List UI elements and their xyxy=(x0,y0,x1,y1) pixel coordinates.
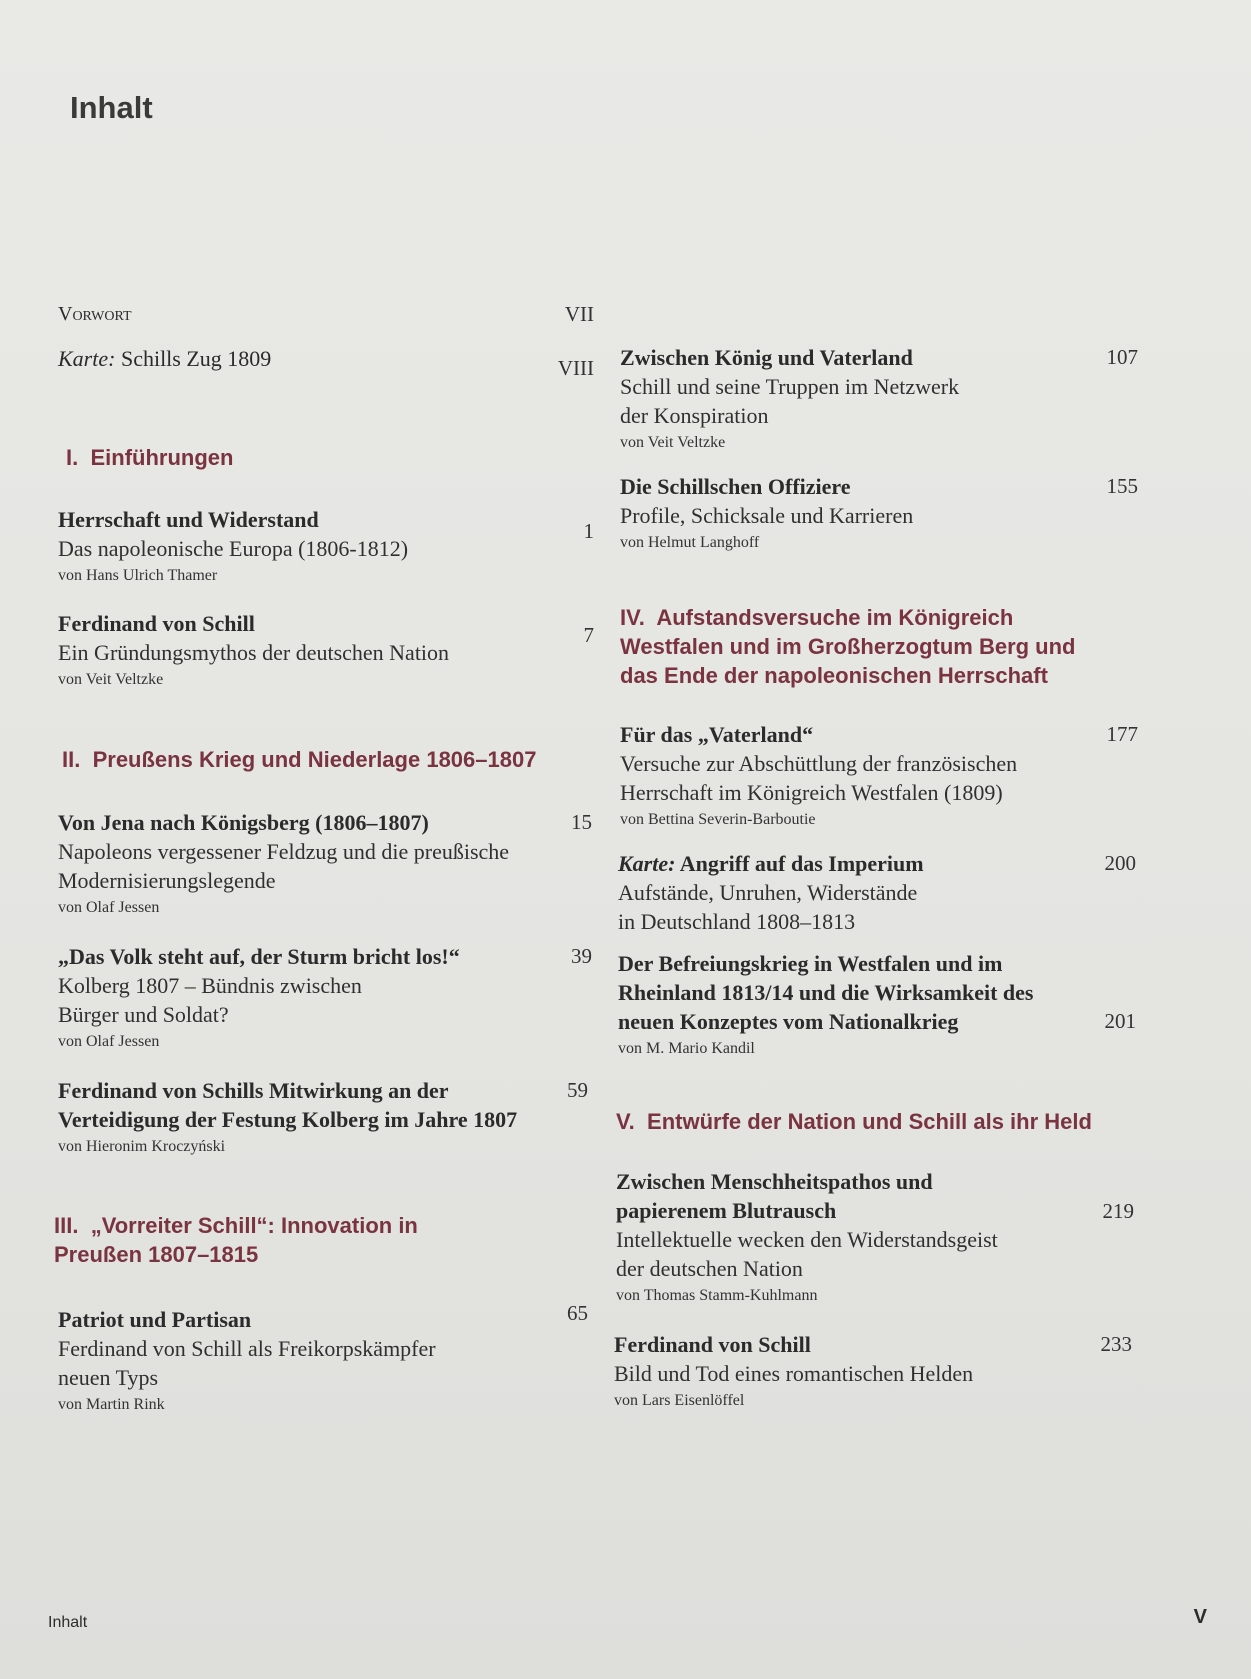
entry-title: Zwischen König und Vaterland xyxy=(620,345,913,370)
toc-entry xyxy=(620,720,1138,833)
section-heading-5 xyxy=(616,1107,1136,1136)
running-footer: Inhalt xyxy=(48,1614,88,1631)
entry-title xyxy=(58,344,540,373)
toc-entry xyxy=(58,609,594,693)
entry-title: Ferdinand von Schill xyxy=(614,1332,811,1357)
toc-entry xyxy=(58,505,594,589)
entry-subtitle: Kolberg 1807 – Bündnis zwischen Bürger und Soldat? xyxy=(58,973,362,1027)
section-number: I. xyxy=(66,445,79,470)
section-heading-4 xyxy=(620,603,1090,690)
entry-subtitle: Intellektuelle wecken den Widerstandsgeist der deutschen Nation xyxy=(616,1227,998,1281)
entry-page: 200 xyxy=(1104,851,1136,875)
toc-entry xyxy=(58,808,594,921)
entry-title: Die Schillschen Offiziere xyxy=(620,474,851,499)
toc-entry xyxy=(58,1076,594,1160)
toc-entry-vorwort xyxy=(58,300,594,329)
section-title: Preußens Krieg und Niederlage 1806–1807 xyxy=(92,747,537,772)
page-number: V xyxy=(1193,1606,1207,1628)
entry-subtitle: Ein Gründungsmythos der deutschen Nation xyxy=(58,640,450,665)
entry-author: von Helmut Langhoff xyxy=(620,534,760,551)
toc-column-left xyxy=(58,300,594,329)
entry-author: von Veit Veltzke xyxy=(620,434,726,451)
toc-entry xyxy=(620,343,1138,456)
entry-author: von Hieronim Kroczyński xyxy=(58,1138,226,1155)
entry-subtitle: Versuche zur Abschüttlung der französischen Herrschaft im Königreich Westfalen (1809) xyxy=(620,751,1018,805)
entry-author: von Olaf Jessen xyxy=(58,1033,160,1050)
section-heading-1 xyxy=(66,443,586,472)
entry-page: 7 xyxy=(583,623,594,647)
entry-page: 15 xyxy=(571,810,592,834)
entry-author: von Bettina Severin-Barboutie xyxy=(620,811,816,828)
page-title: Inhalt xyxy=(70,90,153,125)
entry-page: 201 xyxy=(1104,1009,1136,1033)
entry-title-main: Schills Zug 1809 xyxy=(120,346,272,371)
entry-page: 219 xyxy=(1102,1199,1134,1223)
toc-column-left xyxy=(58,344,594,380)
entry-title: Patriot und Partisan xyxy=(58,1307,252,1332)
entry-page: 177 xyxy=(1106,722,1138,746)
section-heading-3 xyxy=(54,1211,434,1269)
entry-page: VII xyxy=(564,302,594,326)
toc-entry xyxy=(618,949,1136,1062)
entry-author: von Thomas Stamm-Kuhlmann xyxy=(616,1287,818,1304)
toc-entry xyxy=(614,1330,1132,1414)
entry-page: 1 xyxy=(583,519,594,543)
entry-page: 155 xyxy=(1106,474,1138,498)
entry-title: Für das „Vaterland“ xyxy=(620,722,814,747)
toc-entry xyxy=(58,1301,594,1418)
section-title: Entwürfe der Nation und Schill als ihr Held xyxy=(647,1109,1092,1134)
toc-entry-karte xyxy=(58,344,594,380)
entry-subtitle: Profile, Schicksale und Karrieren xyxy=(620,503,914,528)
entry-subtitle: Schill und seine Truppen im Netzwerk der Konspiration xyxy=(620,374,960,428)
entry-page: 107 xyxy=(1106,345,1138,369)
entry-page: VIII xyxy=(557,356,594,380)
entry-author: von Olaf Jessen xyxy=(58,899,160,916)
entry-title-italic: Karte: xyxy=(58,346,116,371)
entry-title: Vorwort xyxy=(58,303,132,325)
entry-subtitle: Aufstände, Unruhen, Widerstände in Deutschland 1808–1813 xyxy=(618,880,918,934)
entry-author: von Lars Eisenlöffel xyxy=(614,1392,745,1409)
toc-entry xyxy=(616,1167,1134,1309)
entry-title-italic: Karte: xyxy=(618,851,676,876)
toc-entry xyxy=(58,942,594,1055)
entry-page: 65 xyxy=(567,1301,588,1325)
entry-title: „Das Volk steht auf, der Sturm bricht los!“ xyxy=(58,944,460,969)
section-heading-2 xyxy=(62,745,602,774)
entry-title xyxy=(618,849,1082,878)
section-number: V. xyxy=(616,1109,635,1134)
entry-author: von Hans Ulrich Thamer xyxy=(58,567,218,584)
entry-subtitle: Ferdinand von Schill als Freikorpskämpfer neuen Typs xyxy=(58,1336,436,1390)
entry-title: Ferdinand von Schill xyxy=(58,611,255,636)
section-number: IV. xyxy=(620,605,645,630)
entry-page: 233 xyxy=(1100,1332,1132,1356)
entry-title-main: Angriff auf das Imperium xyxy=(679,851,924,876)
section-title: „Vorreiter Schill“: Innovation in Preußen 1807–1815 xyxy=(54,1213,418,1267)
entry-title: Zwischen Menschheitspathos und papierenem Blutrausch xyxy=(616,1169,933,1223)
entry-subtitle: Napoleons vergessener Feldzug und die preußische Modernisierungslegende xyxy=(58,839,510,893)
entry-subtitle: Bild und Tod eines romantischen Helden xyxy=(614,1361,974,1386)
entry-title: Von Jena nach Königsberg (1806–1807) xyxy=(58,810,429,835)
entry-page: 59 xyxy=(567,1078,588,1102)
toc-entry xyxy=(620,472,1138,556)
entry-page: 39 xyxy=(571,944,592,968)
section-number: III. xyxy=(54,1213,79,1238)
entry-title: Herrschaft und Widerstand xyxy=(58,507,319,532)
section-number: II. xyxy=(62,747,81,772)
entry-author: von M. Mario Kandil xyxy=(618,1040,755,1057)
entry-title: Der Befreiungskrieg in Westfalen und im Rheinland 1813/14 und die Wirksamkeit des neuen Konzeptes vom Nationalkrieg xyxy=(618,951,1034,1034)
section-title: Aufstandsversuche im Königreich Westfalen und im Großherzogtum Berg und das Ende der napoleonischen Herrschaft xyxy=(620,605,1076,688)
entry-author: von Martin Rink xyxy=(58,1396,165,1413)
entry-subtitle: Das napoleonische Europa (1806-1812) xyxy=(58,536,409,561)
entry-author: von Veit Veltzke xyxy=(58,671,164,688)
section-title: Einführungen xyxy=(90,445,234,470)
toc-entry xyxy=(618,849,1136,936)
entry-title: Ferdinand von Schills Mitwirkung an der Verteidigung der Festung Kolberg im Jahre 1807 xyxy=(58,1078,518,1132)
